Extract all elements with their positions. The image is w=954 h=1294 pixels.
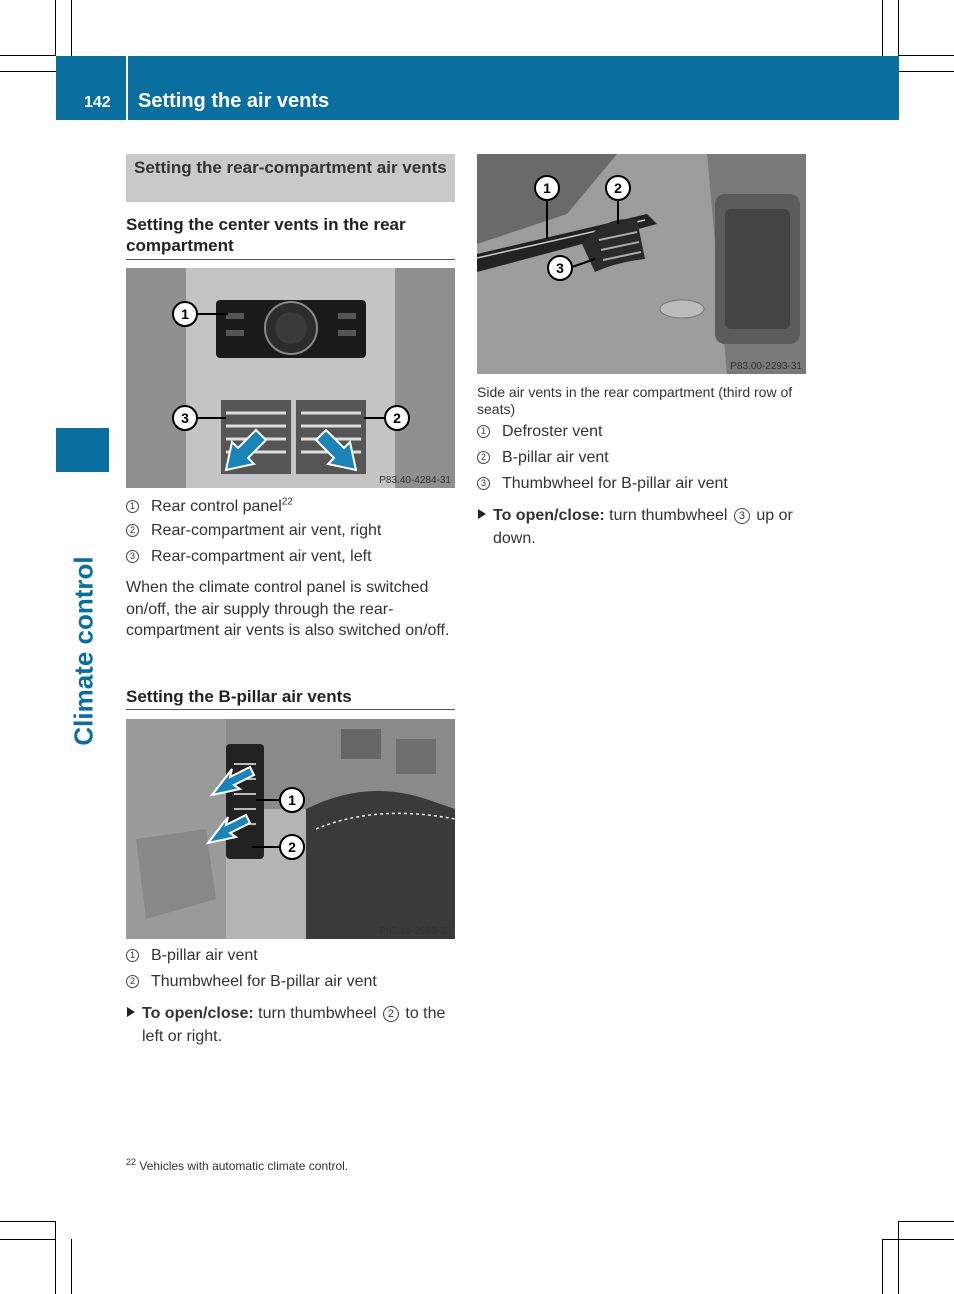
crop-mark (55, 0, 56, 56)
step-text: to the left or right. (142, 1005, 446, 1045)
page-number: 142 (84, 94, 111, 111)
step-arrow-icon (127, 1007, 135, 1017)
instruction-step (142, 1002, 458, 1048)
item-text: Rear-compartment air vent, left (151, 548, 372, 565)
step-number: 3 (734, 508, 750, 524)
figure-callout: 3 (556, 260, 564, 276)
list-item (126, 547, 372, 567)
item-number: 2 (477, 451, 490, 464)
item-number: 1 (477, 425, 490, 438)
crop-mark (898, 0, 899, 56)
bpillar-figure (126, 719, 455, 939)
crop-mark (898, 1221, 899, 1294)
instruction-step (493, 504, 809, 550)
step-text: turn thumbwheel (609, 507, 728, 524)
item-text: Defroster vent (502, 423, 603, 440)
footnote-ref: 22 (281, 496, 293, 508)
crop-mark (882, 0, 883, 56)
list-item (126, 972, 377, 992)
figure-callout: 3 (181, 410, 189, 426)
crop-mark (55, 1221, 56, 1294)
item-text: B-pillar air vent (502, 449, 609, 466)
item-number: 3 (477, 477, 490, 490)
page-header (56, 56, 899, 120)
item-number: 1 (126, 500, 139, 513)
item-number: 2 (126, 524, 139, 537)
crop-mark (898, 55, 954, 56)
crop-mark (898, 1221, 954, 1222)
step-text: turn thumbwheel (258, 1005, 377, 1022)
figure-callout: 2 (393, 410, 401, 426)
item-text: Thumbwheel for B-pillar air vent (151, 973, 377, 990)
step-label: To open/close: (493, 507, 605, 524)
item-text: Rear-compartment air vent, right (151, 522, 382, 539)
crop-mark (898, 71, 954, 72)
list-item (126, 497, 293, 517)
footnote-text: Vehicles with automatic climate control. (139, 1159, 349, 1173)
figure-callout: 1 (181, 306, 189, 322)
step-text: up or down. (493, 507, 793, 547)
step-number: 2 (383, 1006, 399, 1022)
figure-callout: 1 (543, 180, 551, 196)
center-vents-figure (126, 268, 455, 488)
figure-code: P83.40-4284-31 (379, 475, 451, 486)
item-number: 2 (126, 975, 139, 988)
list-item (477, 422, 602, 442)
list-item (477, 448, 609, 468)
crop-mark (0, 55, 56, 56)
crop-mark (0, 1239, 56, 1240)
crop-mark (0, 71, 56, 72)
list-item (126, 946, 258, 966)
figure-code: P83.00-2293-31 (730, 361, 802, 372)
crop-mark (71, 0, 72, 56)
step-label: To open/close: (142, 1005, 254, 1022)
footnote (126, 1159, 348, 1173)
heading-rule (126, 709, 455, 710)
body-paragraph: When the climate control panel is switched on/off, the air supply through the rear-compartment air vents is also switched on/off. (126, 579, 450, 639)
center-vents-heading: Setting the center vents in the rear compartment (126, 215, 406, 255)
section-title: Setting the rear-compartment air vents (126, 154, 455, 202)
page-title: Setting the air vents (138, 90, 330, 112)
footnote-number: 22 (126, 1157, 137, 1167)
step-arrow-icon (478, 509, 486, 519)
side-vents-figure (477, 154, 806, 374)
figure-callout: 2 (614, 180, 622, 196)
crop-mark (882, 1239, 883, 1294)
side-tab-marker (56, 428, 109, 472)
item-number: 3 (126, 550, 139, 563)
item-text: Rear control panel (151, 498, 282, 515)
item-number: 1 (126, 949, 139, 962)
header-separator (126, 56, 128, 120)
item-text: B-pillar air vent (151, 947, 258, 964)
list-item (126, 521, 381, 541)
crop-mark (71, 1239, 72, 1294)
list-item (477, 474, 728, 494)
item-text: Thumbwheel for B-pillar air vent (502, 475, 728, 492)
figure-callout: 1 (288, 792, 296, 808)
figure-callout: 2 (288, 839, 296, 855)
heading-rule (126, 259, 455, 260)
figure-caption: Side air vents in the rear compartment (third row of seats) (477, 384, 793, 417)
crop-mark (0, 1221, 56, 1222)
bpillar-heading: Setting the B-pillar air vents (126, 687, 352, 706)
figure-code: P83.10-2683-31 (379, 926, 451, 937)
side-tab-label: Climate control (68, 556, 99, 746)
crop-mark (882, 1239, 954, 1240)
